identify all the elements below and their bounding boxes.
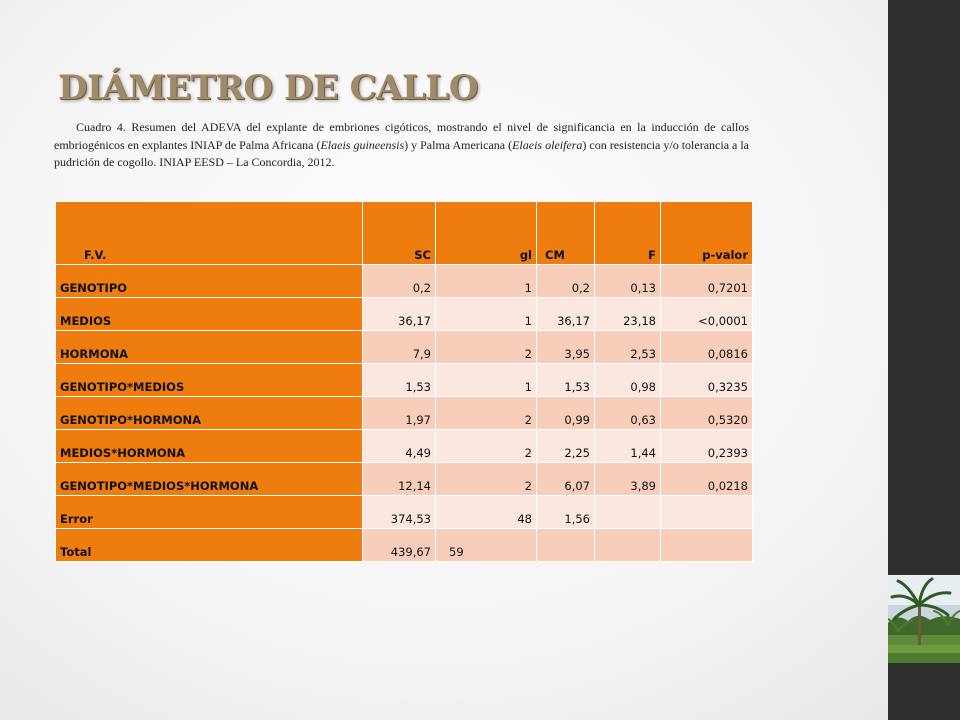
cell-sc: 4,49: [363, 430, 436, 463]
cell-gl: 1: [436, 298, 537, 331]
cell-p-valor: 0,7201: [661, 265, 753, 298]
header-sc: SC: [363, 202, 436, 265]
cell-cm: 1,53: [537, 364, 595, 397]
cell-gl: 1: [436, 265, 537, 298]
cell-f: 0,63: [595, 397, 661, 430]
caption-text-3: ) con resistencia y/o tolerancia a la pudrición de cogollo. INIAP EESD – La Concordia, 2012.: [54, 137, 750, 169]
cell-sc: 1,97: [363, 397, 436, 430]
cell-sc: 7,9: [363, 331, 436, 364]
cell-source: GENOTIPO*MEDIOS*HORMONA: [56, 463, 363, 496]
header-f: F: [595, 202, 661, 265]
adeva-table: [55, 201, 753, 562]
cell-f: 23,18: [595, 298, 661, 331]
cell-source: HORMONA: [56, 331, 363, 364]
cell-gl: 59: [436, 529, 537, 562]
table-row: [56, 331, 753, 364]
cell-cm: 3,95: [537, 331, 595, 364]
cell-source: Total: [56, 529, 363, 562]
cell-source: GENOTIPO*MEDIOS: [56, 364, 363, 397]
cell-source: GENOTIPO: [56, 265, 363, 298]
caption-text-2: ) y Palma Americana (: [404, 137, 513, 152]
cell-p-valor: 0,3235: [661, 364, 753, 397]
table-row: [56, 496, 753, 529]
table-header-row: [56, 202, 753, 265]
cell-sc: 439,67: [363, 529, 436, 562]
cell-p-valor: 0,0816: [661, 331, 753, 364]
cell-sc: 374,53: [363, 496, 436, 529]
cell-p-valor: 0,2393: [661, 430, 753, 463]
cell-cm: 1,56: [537, 496, 595, 529]
cell-p-valor: [661, 529, 753, 562]
table-row: [56, 364, 753, 397]
cell-f: 0,13: [595, 265, 661, 298]
header-gl: gl: [436, 202, 537, 265]
cell-gl: 2: [436, 397, 537, 430]
cell-sc: 1,53: [363, 364, 436, 397]
cell-p-valor: 0,5320: [661, 397, 753, 430]
cell-gl: 48: [436, 496, 537, 529]
cell-cm: 36,17: [537, 298, 595, 331]
cell-sc: 0,2: [363, 265, 436, 298]
cell-source: GENOTIPO*HORMONA: [56, 397, 363, 430]
cell-f: 3,89: [595, 463, 661, 496]
cell-source: MEDIOS*HORMONA: [56, 430, 363, 463]
cell-f: 1,44: [595, 430, 661, 463]
cell-gl: 1: [436, 364, 537, 397]
table-row: [56, 430, 753, 463]
cell-f: [595, 496, 661, 529]
cell-p-valor: 0,0218: [661, 463, 753, 496]
cell-p-valor: <0,0001: [661, 298, 753, 331]
caption-text-1: Cuadro 4. Resumen del ADEVA del explante de embriones cigóticos, mostrando el nivel de significancia en la inducción de callos embriogénicos en explantes INIAP de Palma Africana (: [54, 120, 749, 152]
cell-gl: 2: [436, 463, 537, 496]
cell-f: [595, 529, 661, 562]
cell-f: 0,98: [595, 364, 661, 397]
cell-cm: 0,2: [537, 265, 595, 298]
header-p-valor: p-valor: [661, 202, 753, 265]
caption-species-2: Elaeis oleifera: [512, 137, 583, 152]
table-row: [56, 463, 753, 496]
cell-p-valor: [661, 496, 753, 529]
table-caption: [54, 119, 749, 172]
table-row: [56, 265, 753, 298]
header-cm: CM: [537, 202, 595, 265]
page-title: DIÁMETRO DE CALLO: [58, 68, 478, 108]
caption-species-1: Elaeis guineensis: [320, 137, 405, 152]
cell-source: Error: [56, 496, 363, 529]
cell-gl: 2: [436, 430, 537, 463]
table-row: [56, 397, 753, 430]
cell-cm: 2,25: [537, 430, 595, 463]
cell-cm: 6,07: [537, 463, 595, 496]
palm-tree-photo: [888, 575, 960, 663]
table-row: [56, 298, 753, 331]
table-row: [56, 529, 753, 562]
header-fv: F.V.: [56, 202, 363, 265]
cell-cm: [537, 529, 595, 562]
cell-cm: 0,99: [537, 397, 595, 430]
cell-sc: 12,14: [363, 463, 436, 496]
cell-gl: 2: [436, 331, 537, 364]
cell-source: MEDIOS: [56, 298, 363, 331]
cell-sc: 36,17: [363, 298, 436, 331]
cell-f: 2,53: [595, 331, 661, 364]
